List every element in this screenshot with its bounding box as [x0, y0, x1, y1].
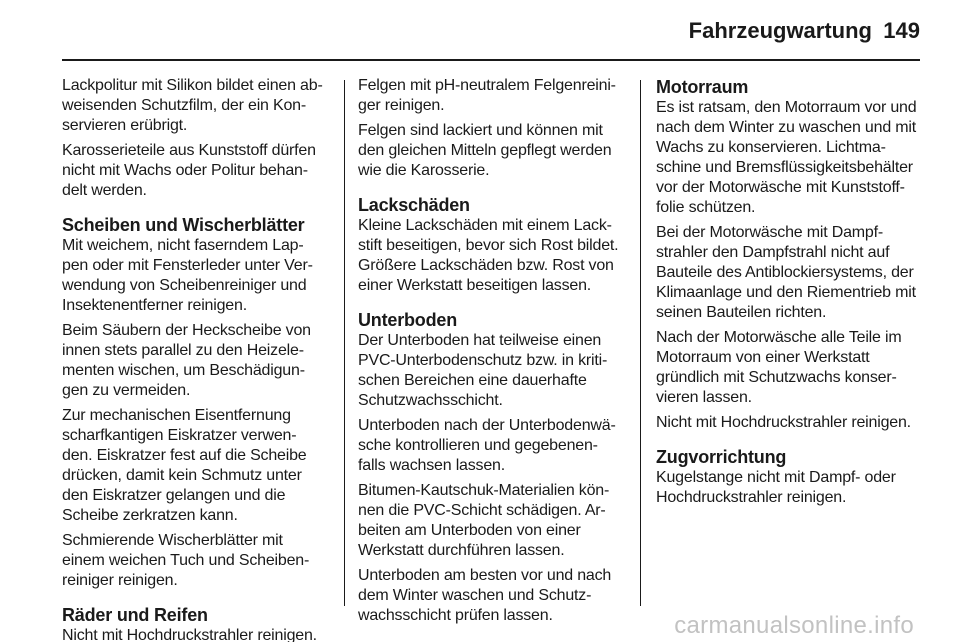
text-line: Es ist ratsam, den Motorraum vor und [656, 99, 917, 116]
text-line: Der Unterboden hat teilweise einen [358, 332, 602, 349]
text-column-2 [358, 76, 634, 631]
text-line: Lackpolitur mit Silikon bildet einen ab- [62, 77, 323, 94]
text-line: Nicht mit Hochdruckstrahler reinigen. [62, 627, 317, 642]
text-line: sche kontrollieren und gegebenen- [358, 437, 598, 454]
text-line: Bitumen-Kautschuk-Materialien kön- [358, 482, 610, 499]
header-rule [62, 59, 920, 61]
text-line: menten wischen, um Beschädigun- [62, 362, 305, 379]
text-line: den gleichen Mitteln gepflegt werden [358, 142, 612, 159]
text-column-1 [62, 76, 334, 642]
section-heading: Lackschäden [358, 195, 470, 215]
text-line: schen Bereichen eine dauerhafte [358, 372, 587, 389]
paragraph [656, 98, 928, 218]
text-line: nicht mit Wachs oder Politur behan- [62, 162, 308, 179]
text-line: Schmierende Wischerblätter mit [62, 532, 283, 549]
text-line: Bei der Motorwäsche mit Dampf- [656, 224, 883, 241]
paragraph [358, 331, 634, 411]
text-line: PVC-Unterbodenschutz bzw. in kriti- [358, 352, 608, 369]
text-line: einem weichen Tuch und Scheiben- [62, 552, 310, 569]
text-line: stift beseitigen, bevor sich Rost bildet. [358, 237, 619, 254]
text-line: reiniger reinigen. [62, 572, 178, 589]
paragraph [62, 531, 334, 591]
text-line: pen oder mit Fensterleder unter Ver- [62, 257, 313, 274]
text-line: vor der Motorwäsche mit Kunststoff- [656, 179, 905, 196]
text-line: Nicht mit Hochdruckstrahler reinigen. [656, 414, 911, 431]
text-line: Unterboden nach der Unterbodenwä- [358, 417, 616, 434]
text-line: Kleine Lackschäden mit einem Lack- [358, 217, 612, 234]
paragraph [358, 481, 634, 561]
paragraph [656, 413, 928, 433]
text-line: den Eiskratzer gelangen und die [62, 487, 286, 504]
text-line: Kugelstange nicht mit Dampf- oder [656, 469, 896, 486]
text-line: innen stets parallel zu den Heizele- [62, 342, 304, 359]
text-line: Karosserieteile aus Kunststoff dürfen [62, 142, 316, 159]
text-line: Hochdruckstrahler reinigen. [656, 489, 847, 506]
text-line: Nach der Motorwäsche alle Teile im [656, 329, 902, 346]
text-line: nach dem Winter zu waschen und mit [656, 119, 916, 136]
column-divider-2 [640, 80, 641, 606]
text-line: delt werden. [62, 182, 147, 199]
text-line: wendung von Scheibenreiniger und [62, 277, 307, 294]
text-column-3 [656, 76, 928, 513]
paragraph [358, 121, 634, 181]
text-line: einer Werkstatt beseitigen lassen. [358, 277, 592, 294]
paragraph [62, 406, 334, 526]
paragraph [656, 223, 928, 323]
text-line: ger reinigen. [358, 97, 445, 114]
text-line: scharfkantigen Eiskratzer verwen- [62, 427, 297, 444]
watermark: carmanualsonline.info [674, 612, 914, 639]
text-line: seinen Bauteilen richten. [656, 304, 827, 321]
text-line: wie die Karosserie. [358, 162, 490, 179]
section-heading: Scheiben und Wischerblätter [62, 215, 305, 235]
paragraph [656, 328, 928, 408]
paragraph [62, 141, 334, 201]
text-line: Mit weichem, nicht faserndem Lap- [62, 237, 304, 254]
text-line: servieren erübrigt. [62, 117, 188, 134]
text-line: Felgen mit pH-neutralem Felgenreini- [358, 77, 616, 94]
text-line: dem Winter waschen und Schutz- [358, 587, 592, 604]
text-line: Werkstatt durchführen lassen. [358, 542, 565, 559]
text-line: Insektenentferner reinigen. [62, 297, 247, 314]
page-number: 149 [883, 18, 920, 43]
paragraph [358, 566, 634, 626]
text-line: Unterboden am besten vor und nach [358, 567, 612, 584]
section-heading: Zugvorrichtung [656, 447, 787, 467]
text-line: Größere Lackschäden bzw. Rost von [358, 257, 614, 274]
text-line: Zur mechanischen Eisentfernung [62, 407, 291, 424]
text-line: Klimaanlage und den Riementrieb mit [656, 284, 916, 301]
paragraph [62, 236, 334, 316]
paragraph [62, 76, 334, 136]
text-line: vieren lassen. [656, 389, 752, 406]
section-heading: Motorraum [656, 77, 749, 97]
text-line: Felgen sind lackiert und können mit [358, 122, 603, 139]
text-line: falls wachsen lassen. [358, 457, 505, 474]
text-line: weisenden Schutzfilm, der ein Kon- [62, 97, 306, 114]
text-line: beiten am Unterboden von einer [358, 522, 581, 539]
paragraph [358, 216, 634, 296]
paragraph [656, 468, 928, 508]
paragraph [358, 416, 634, 476]
section-heading: Räder und Reifen [62, 605, 208, 625]
text-line: den. Eiskratzer fest auf die Scheibe [62, 447, 307, 464]
paragraph [62, 321, 334, 401]
section-heading: Unterboden [358, 310, 457, 330]
text-line: Schutzwachsschicht. [358, 392, 503, 409]
text-line: schine und Bremsflüssigkeitsbehälter [656, 159, 913, 176]
text-line: Beim Säubern der Heckscheibe von [62, 322, 311, 339]
text-line: Bauteile des Antiblockiersystems, der [656, 264, 914, 281]
text-line: drücken, damit kein Schmutz unter [62, 467, 302, 484]
text-line: Wachs zu konservieren. Lichtma- [656, 139, 886, 156]
text-line: Scheibe zerkratzen kann. [62, 507, 238, 524]
text-line: strahler den Dampfstrahl nicht auf [656, 244, 890, 261]
paragraph [62, 626, 334, 642]
column-divider-1 [344, 80, 345, 606]
text-line: nen die PVC-Schicht schädigen. Ar- [358, 502, 606, 519]
text-line: gründlich mit Schutzwachs konser- [656, 369, 897, 386]
text-line: gen zu vermeiden. [62, 382, 191, 399]
page-header [0, 0, 960, 62]
text-line: Motorraum von einer Werkstatt [656, 349, 870, 366]
paragraph [358, 76, 634, 116]
text-line: wachsschicht prüfen lassen. [358, 607, 553, 624]
text-line: folie schützen. [656, 199, 756, 216]
page-title: Fahrzeugwartung [688, 18, 872, 43]
